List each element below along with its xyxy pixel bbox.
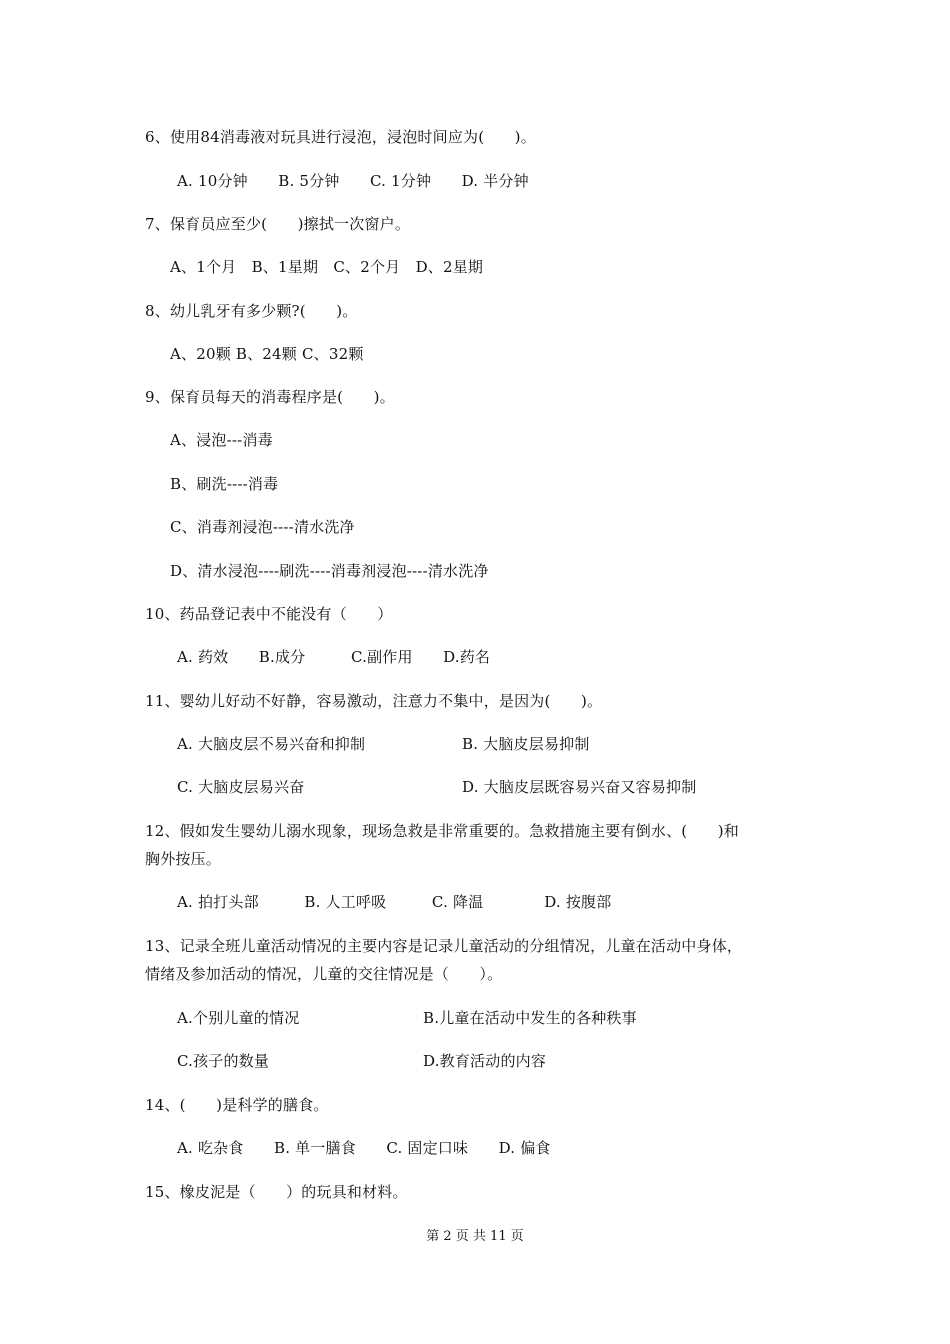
question-9-option-a: A、浸泡---消毒 [170, 431, 273, 449]
question-8-options: A、20颗 B、24颗 C、32颗 [170, 345, 364, 363]
question-12-options: A. 拍打头部 B. 人工呼吸 C. 降温 D. 按腹部 [177, 893, 612, 911]
question-12-stem-line2: 胸外按压。 [145, 850, 222, 868]
question-11-option-d: D. 大脑皮层既容易兴奋又容易抑制 [462, 778, 697, 796]
question-12-stem-line1: 12、假如发生婴幼儿溺水现象，现场急救是非常重要的。急救措施主要有倒水、( )和 [145, 822, 739, 840]
question-14-stem: 14、( )是科学的膳食。 [145, 1096, 329, 1114]
question-13-option-d: D.教育活动的内容 [423, 1052, 547, 1070]
question-11-option-b: B. 大脑皮层易抑制 [462, 735, 590, 753]
question-15-stem: 15、橡皮泥是（ ）的玩具和材料。 [145, 1183, 408, 1201]
question-9-stem: 9、保育员每天的消毒程序是( )。 [145, 388, 395, 406]
question-6-options: A. 10分钟 B. 5分钟 C. 1分钟 D. 半分钟 [177, 172, 529, 190]
question-11-option-a: A. 大脑皮层不易兴奋和抑制 [177, 735, 366, 753]
question-8-stem: 8、幼儿乳牙有多少颗?( )。 [145, 302, 358, 320]
question-10-options: A. 药效 B.成分 C.副作用 D.药名 [177, 648, 491, 666]
question-11-stem: 11、婴幼儿好动不好静，容易激动，注意力不集中，是因为( )。 [145, 692, 603, 710]
question-7-options: A、1个月 B、1星期 C、2个月 D、2星期 [170, 258, 484, 276]
question-13-option-b: B.儿童在活动中发生的各种秩事 [423, 1009, 637, 1027]
question-9-option-b: B、刷洗----消毒 [170, 475, 279, 493]
question-14-options: A. 吃杂食 B. 单一膳食 C. 固定口味 D. 偏食 [177, 1139, 551, 1157]
question-13-option-c: C.孩子的数量 [177, 1052, 270, 1070]
page-number-footer: 第 2 页 共 11 页 [426, 1229, 524, 1244]
question-11-option-c: C. 大脑皮层易兴奋 [177, 778, 305, 796]
question-13-stem-line2: 情绪及参加活动的情况，儿童的交往情况是（ ）。 [145, 965, 503, 983]
question-7-stem: 7、保育员应至少( )擦拭一次窗户。 [145, 215, 411, 233]
question-9-option-d: D、清水浸泡----刷洗----消毒剂浸泡----清水洗净 [170, 562, 489, 580]
question-6-stem: 6、使用84消毒液对玩具进行浸泡，浸泡时间应为( )。 [145, 128, 536, 146]
question-9-option-c: C、消毒剂浸泡----清水洗净 [170, 518, 355, 536]
question-10-stem: 10、药品登记表中不能没有（ ） [145, 605, 393, 623]
question-13-stem-line1: 13、记录全班儿童活动情况的主要内容是记录儿童活动的分组情况，儿童在活动中身体， [145, 937, 743, 955]
question-13-option-a: A.个别儿童的情况 [177, 1009, 300, 1027]
